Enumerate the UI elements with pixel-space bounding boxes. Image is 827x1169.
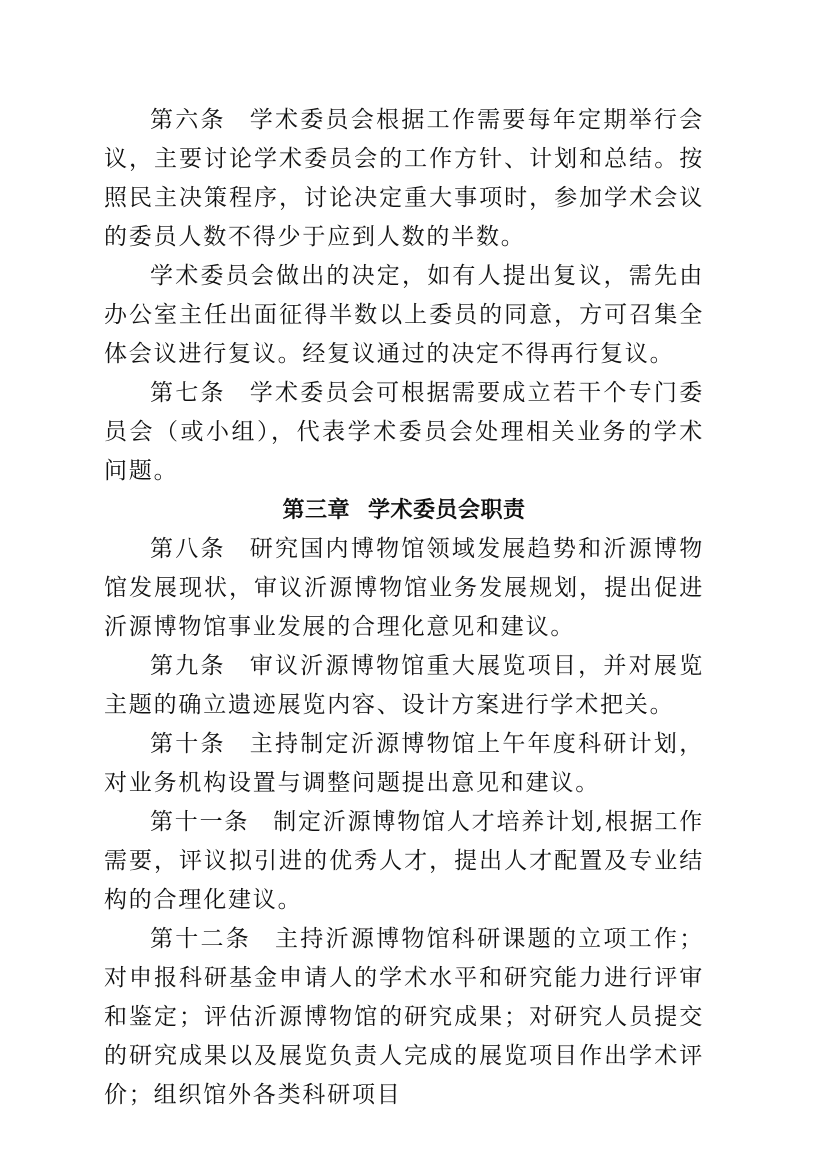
article-text: 主持制定沂源博物馆上午年度科研计划，对业务机构设置与调整问题提出意见和建议。 xyxy=(104,731,704,796)
article-paragraph xyxy=(104,647,704,725)
chapter-title: 学术委员会职责 xyxy=(368,498,526,523)
article-paragraph xyxy=(104,374,704,491)
article-label: 第八条 xyxy=(150,536,226,562)
article-text: 审议沂源博物馆重大展览项目，并对展览主题的确立遗迹展览内容、设计方案进行学术把关。 xyxy=(104,653,704,718)
chapter-number: 第三章 xyxy=(282,498,350,523)
article-label: 第七条 xyxy=(150,380,226,406)
article-label: 第十二条 xyxy=(150,926,252,952)
chapter-heading xyxy=(104,491,704,530)
article-paragraph xyxy=(104,803,704,920)
article-paragraph xyxy=(104,920,704,1115)
article-paragraph xyxy=(104,725,704,803)
article-label: 第六条 xyxy=(150,107,226,133)
article-paragraph xyxy=(104,257,704,374)
article-text: 学术委员会做出的决定，如有人提出复议，需先由办公室主任出面征得半数以上委员的同意，方可召集全体会议进行复议。经复议通过的决定不得再行复议。 xyxy=(104,263,704,367)
article-text: 主持沂源博物馆科研课题的立项工作；对申报科研基金申请人的学术水平和研究能力进行评审和鉴定；评估沂源博物馆的研究成果；对研究人员提交的研究成果以及展览负责人完成的展览项目作出学术评价；组织馆外各类科研项目 xyxy=(104,926,704,1108)
article-paragraph xyxy=(104,101,704,257)
article-text: 学术委员会可根据需要成立若干个专门委员会（或小组），代表学术委员会处理相关业务的学术问题。 xyxy=(104,380,704,484)
document-body xyxy=(104,101,704,1115)
article-text: 学术委员会根据工作需要每年定期举行会议，主要讨论学术委员会的工作方针、计划和总结。按照民主决策程序，讨论决定重大事项时，参加学术会议的委员人数不得少于应到人数的半数。 xyxy=(104,107,704,250)
article-label: 第十一条 xyxy=(150,809,250,835)
article-label: 第十条 xyxy=(150,731,226,757)
article-label: 第九条 xyxy=(150,653,226,679)
article-text: 研究国内博物馆领域发展趋势和沂源博物馆发展现状，审议沂源博物馆业务发展规划，提出促进沂源博物馆事业发展的合理化意见和建议。 xyxy=(104,536,704,640)
article-text: 制定沂源博物馆人才培养计划,根据工作需要，评议拟引进的优秀人才，提出人才配置及专业结构的合理化建议。 xyxy=(104,809,704,913)
article-paragraph xyxy=(104,530,704,647)
